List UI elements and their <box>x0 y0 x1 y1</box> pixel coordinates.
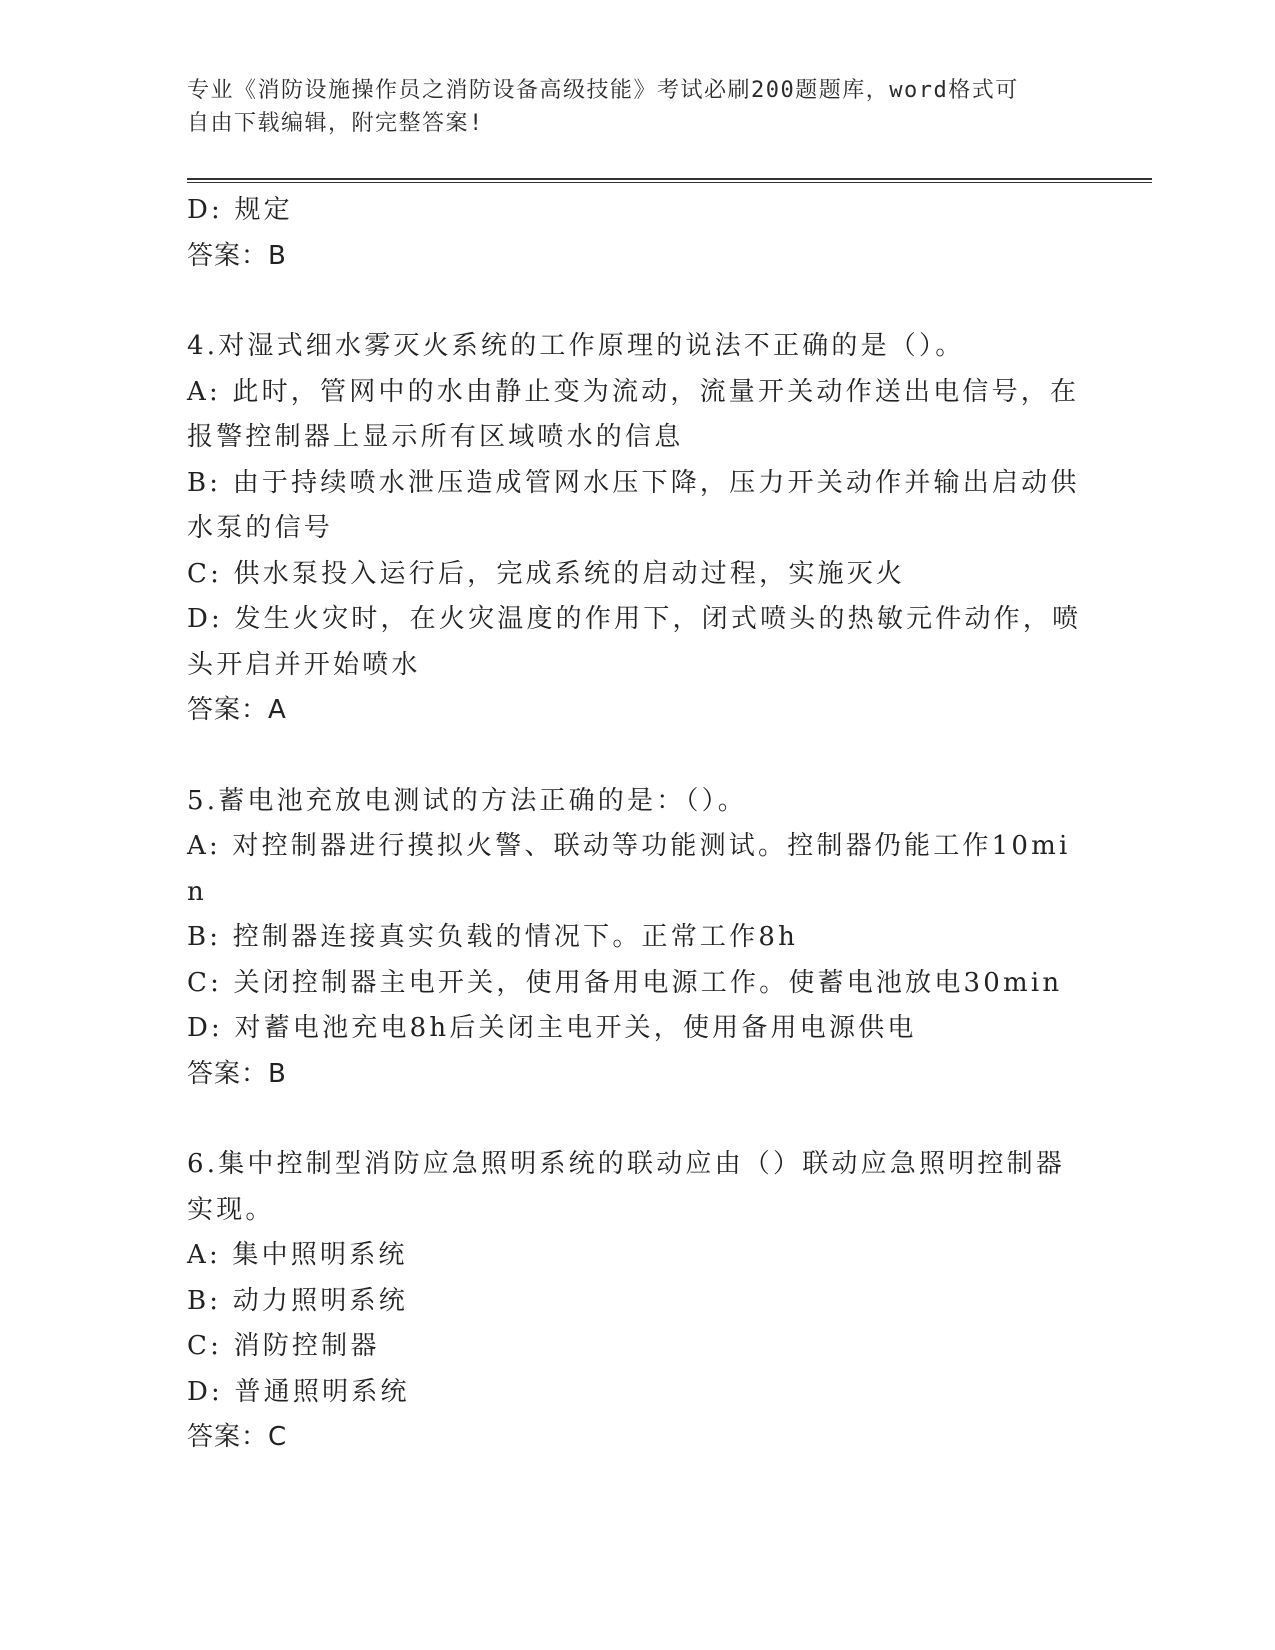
answer: 答案：B <box>187 1058 287 1089</box>
prev-question-tail <box>187 188 1087 279</box>
question-block-4 <box>187 324 1087 734</box>
spacer <box>187 279 1087 324</box>
option-c: C: 关闭控制器主电开关，使用备用电源工作。使蓄电池放电30min <box>187 967 1063 998</box>
option-c: C: 供水泵投入运行后，完成系统的启动过程，实施灭火 <box>187 558 906 589</box>
question-stem: 6.集中控制型消防应急照明系统的联动应由（）联动应急照明控制器实现。 <box>187 1149 1066 1225</box>
option-d: D: 发生火灾时，在火灾温度的作用下，闭式喷头的热敏元件动作，喷头开启并开始喷水 <box>187 604 1082 680</box>
answer: 答案：B <box>187 240 287 271</box>
option-b: B: 由于持续喷水泄压造成管网水压下降，压力开关动作并输出启动供水泵的信号 <box>187 467 1080 543</box>
option-d: D: 对蓄电池充电8h后关闭主电开关，使用备用电源供电 <box>187 1013 917 1043</box>
header-divider <box>187 178 1152 183</box>
question-block-5 <box>187 779 1087 1098</box>
header-title-line-2: 自由下载编辑，附完整答案! <box>187 111 484 136</box>
spacer <box>187 734 1087 779</box>
document-header <box>187 74 1067 140</box>
spacer <box>187 1097 1087 1142</box>
answer: 答案：C <box>187 1422 288 1452</box>
question-block-6 <box>187 1142 1087 1461</box>
question-stem: 5.蓄电池充放电测试的方法正确的是：（）。 <box>187 785 748 816</box>
option-d: D: 普通照明系统 <box>187 1376 410 1407</box>
document-body <box>187 188 1087 1461</box>
option-b: B: 动力照明系统 <box>187 1285 408 1316</box>
option-a: A: 此时，管网中的水由静止变为流动，流量开关动作送出电信号，在报警控制器上显示所有区域喷水的信息 <box>187 376 1080 452</box>
option-a: A: 集中照明系统 <box>187 1240 408 1270</box>
option-c: C: 消防控制器 <box>187 1331 380 1361</box>
option-d: D: 规定 <box>187 195 293 225</box>
option-a: A: 对控制器进行摸拟火警、联动等功能测试。控制器仍能工作10min <box>187 831 1071 907</box>
question-stem: 4.对湿式细水雾灭火系统的工作原理的说法不正确的是（）。 <box>187 331 965 361</box>
option-b: B: 控制器连接真实负载的情况下。正常工作8h <box>187 922 799 952</box>
answer: 答案：A <box>187 695 287 725</box>
header-title-line-1: 专业《消防设施操作员之消防设备高级技能》考试必刷200题题库，word格式可 <box>187 78 1019 103</box>
